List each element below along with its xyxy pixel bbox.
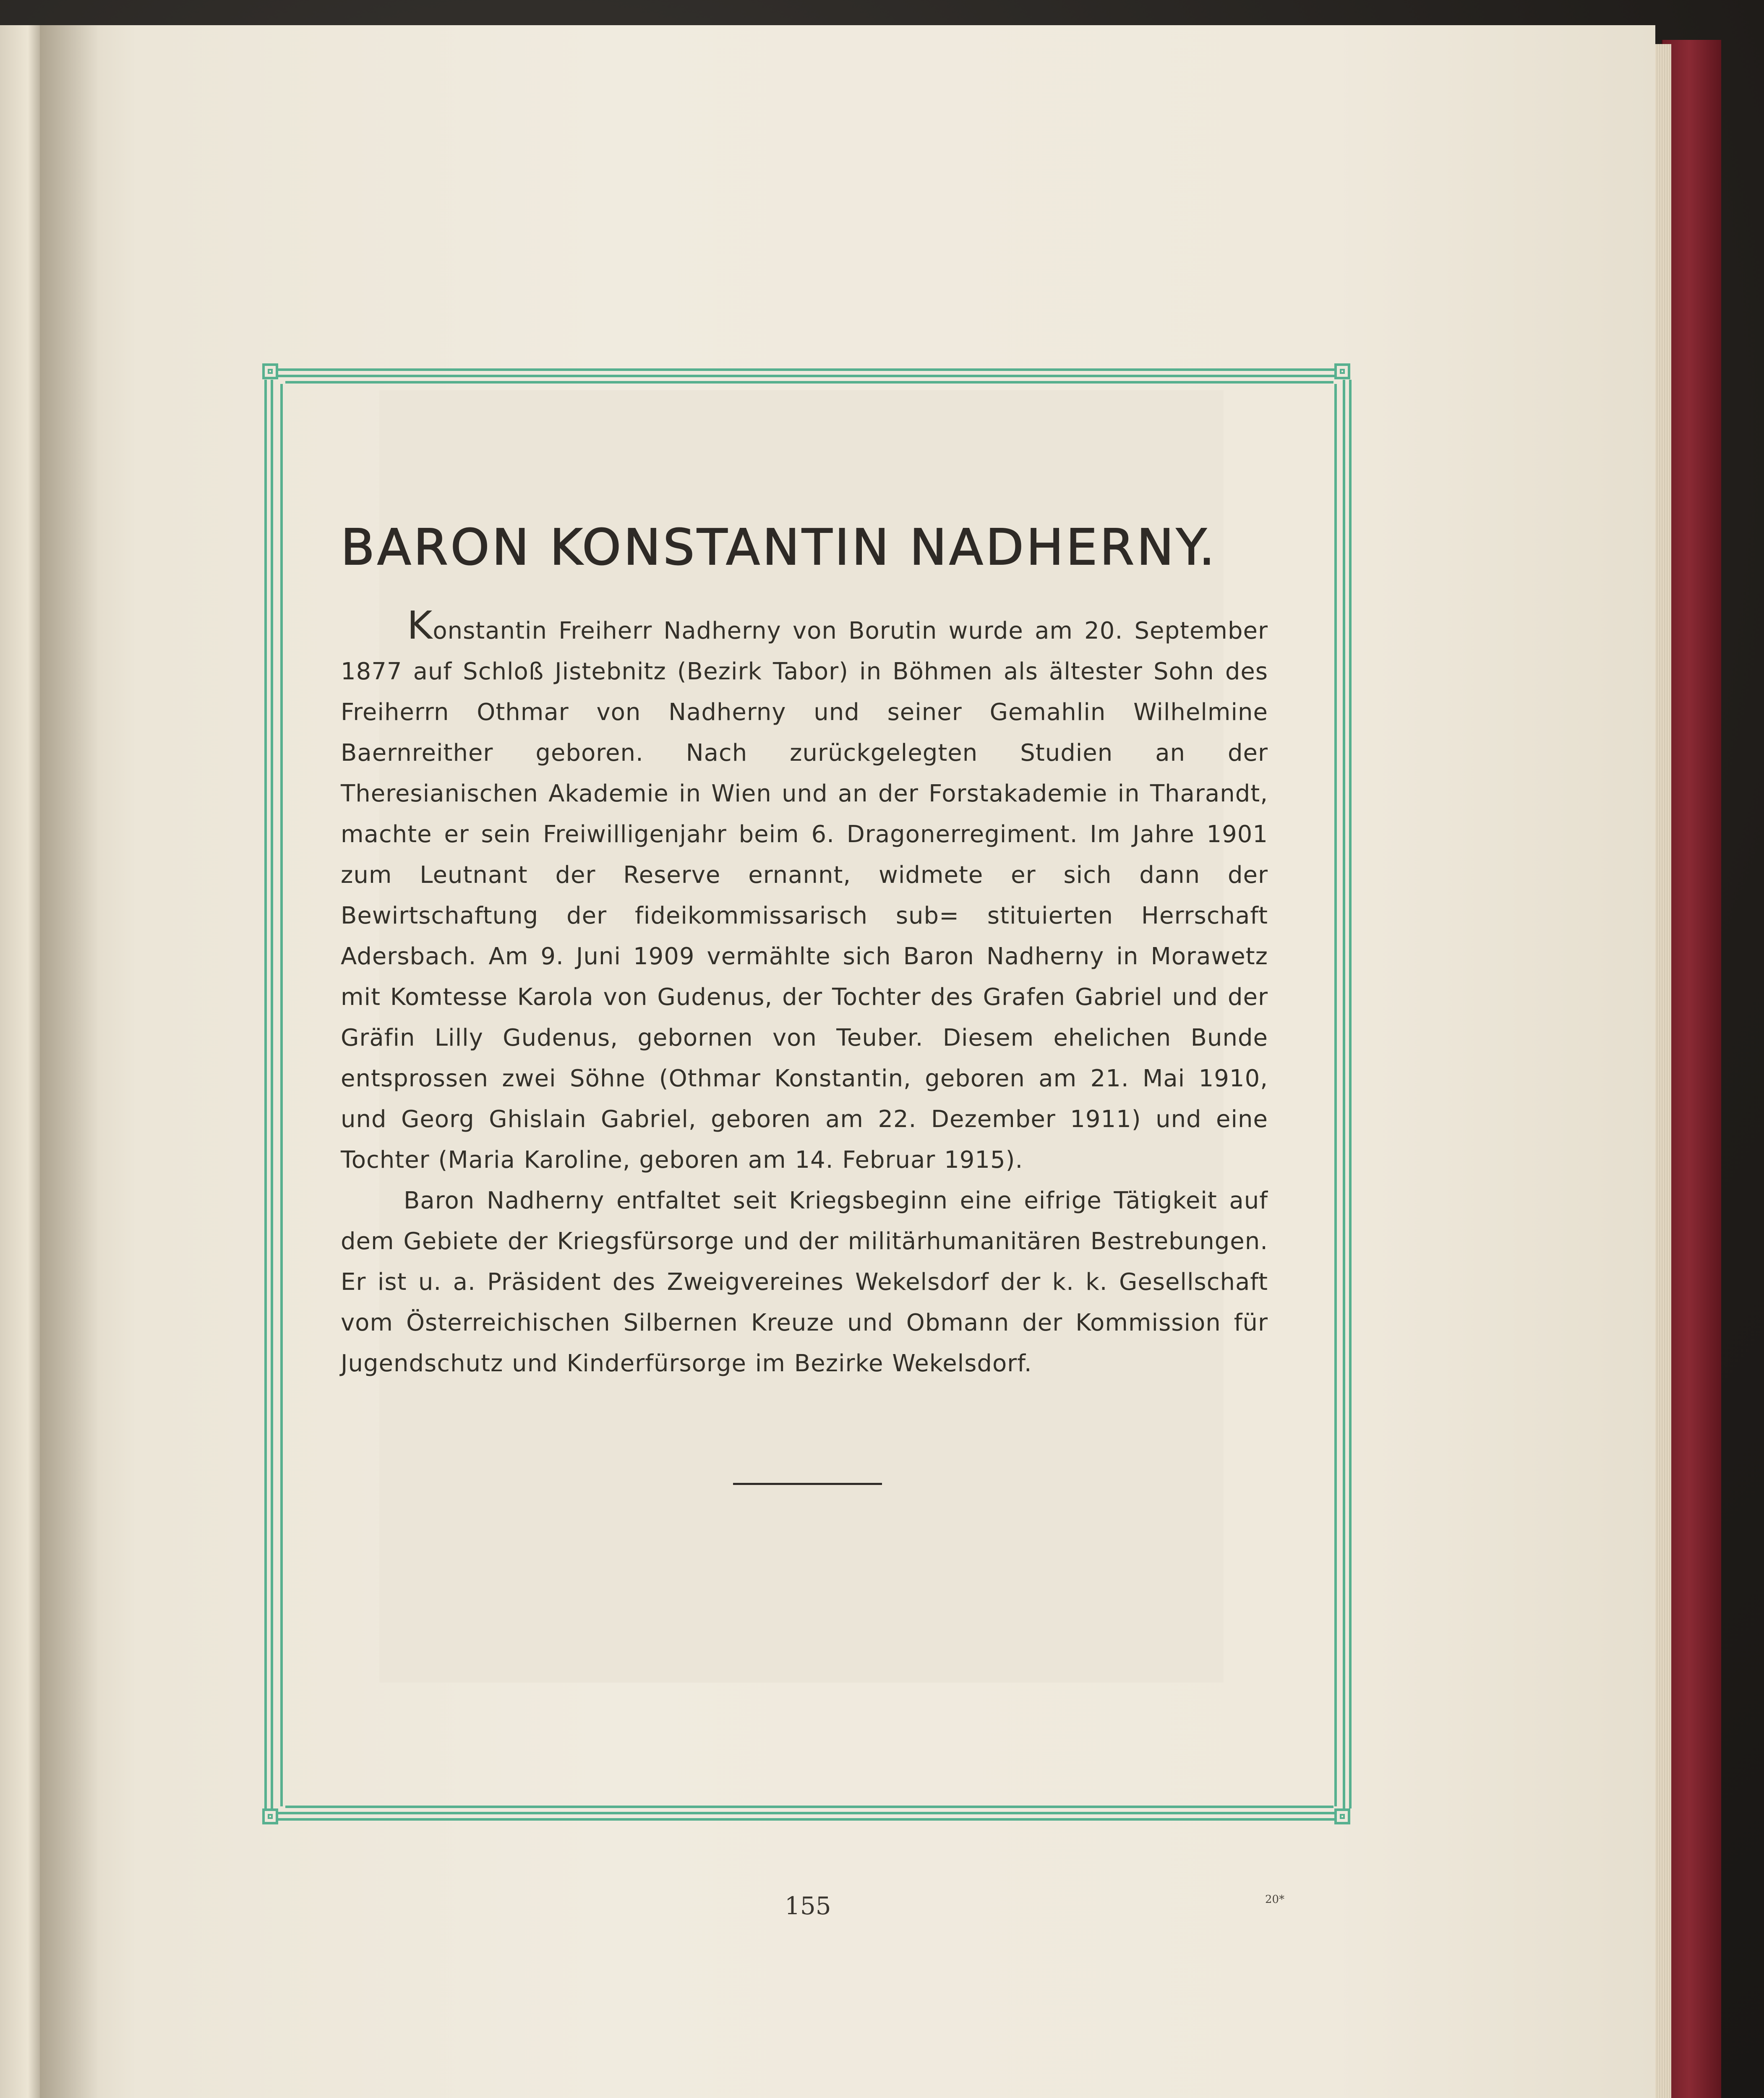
frame-left-inner bbox=[280, 384, 283, 1806]
biography-text bbox=[341, 603, 1268, 1384]
frame-top-outer bbox=[275, 368, 1344, 371]
paragraph-1 bbox=[341, 603, 1268, 1180]
paragraph-1-text: onstantin Freiherr Nadherny von Borutin wurde am 20. September 1877 auf Schloß Jistebnitz (Bezirk Tabor) in Böhmen als ältester Sohn des Freiherrn Othmar von Nadherny und seiner Gemahlin Wilhelmine Baernreither geboren. Nach zurückgelegten Studien an der Theresianischen Akademie in Wien und an der Forstakademie in Tharandt, machte er sein Freiwilligenjahr beim 6. Dragonerregiment. Im Jahre 1901 zum Leutnant der Reserve ernannt, widmete er sich dann der Bewirtschaftung der fideikommissarisch sub= stituierten Herrschaft Adersbach. Am 9. Juni 1909 vermählte sich Baron Nadherny in Morawetz mit Komtesse Karola von Gudenus, der Tochter des Grafen Gabriel und der Gräfin Lilly Gudenus, gebornen von Teuber. Diesem ehelichen Bunde entsprossen zwei Söhne (Othmar Konstantin, geboren am 21. Mai 1910, und Georg Ghislain Gabriel, geboren am 22. Dezember 1911) und eine Tochter (Maria Karoline, geboren am 14. Februar 1915). bbox=[341, 617, 1268, 1174]
frame-corner-bottom-right bbox=[1334, 1808, 1350, 1824]
page-number: 155 bbox=[785, 1892, 831, 1920]
frame-top-inner bbox=[285, 381, 1333, 384]
frame-corner-bottom-left bbox=[262, 1808, 278, 1824]
frame-corner-top-right bbox=[1334, 363, 1350, 379]
signature-mark: 20* bbox=[1265, 1893, 1285, 1906]
paragraph-2: Baron Nadherny entfaltet seit Kriegsbeginn eine eifrige Tätigkeit auf dem Gebiete der Kriegsfürsorge und der militärhumanitären Bestrebungen. Er ist u. a. Präsident des Zweigvereines Wekelsdorf der k. k. Gesellschaft vom Österreichischen Silbernen Kreuze und Obmann der Kommission für Jugendschutz und Kinderfürsorge im Bezirke Wekelsdorf. bbox=[341, 1187, 1268, 1377]
frame-left-middle bbox=[271, 380, 273, 1808]
page-stack-edge bbox=[1655, 44, 1671, 2098]
page-title: BARON KONSTANTIN NADHERNY. bbox=[341, 518, 1217, 576]
previous-page-edge bbox=[0, 25, 41, 2098]
frame-right-inner bbox=[1334, 384, 1337, 1806]
frame-left-outer bbox=[264, 380, 267, 1808]
drop-cap: K bbox=[407, 603, 433, 648]
frame-right-middle bbox=[1343, 380, 1345, 1808]
frame-top-middle bbox=[275, 375, 1344, 377]
frame-corner-top-left bbox=[262, 363, 278, 379]
frame-bottom-outer bbox=[275, 1812, 1344, 1814]
frame-bottom-inner bbox=[285, 1806, 1333, 1808]
section-divider bbox=[733, 1483, 882, 1485]
frame-right-outer bbox=[1349, 380, 1352, 1808]
frame-bottom-middle bbox=[275, 1818, 1344, 1821]
